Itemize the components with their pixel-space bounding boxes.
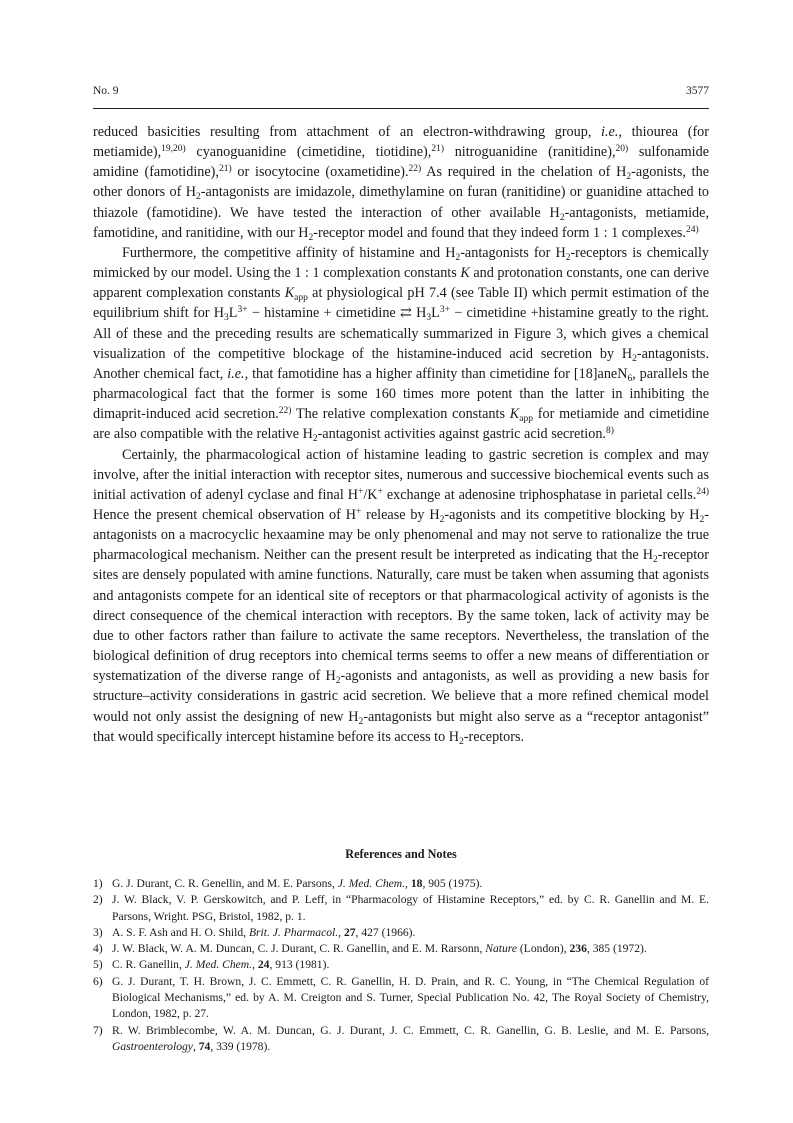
reference-number: 3) bbox=[93, 925, 103, 939]
reference-item bbox=[93, 941, 709, 957]
running-header bbox=[93, 85, 709, 97]
reference-item bbox=[93, 892, 709, 925]
header-rule bbox=[93, 108, 709, 109]
paragraph-2: Furthermore, the competitive affinity of histamine and $H_2$-antagonists for $H_2$-receptors is chemically mimicked by our model. Using the 1 : 1 complexation constants K and protonation constants, one can derive apparent complexation constants $K_{app}$ at physiological pH 7.4 (see Table II) which permit estimation of the equilibrium shift for $H_3L^{3+}$ − histamine + cimetidine ⇄ $H_3L^{3+}$ − cimetidine +histamine greatly to the right. All of these and the preceding results are schematically summarized in Figure 3, which gives a chemical visualization of the competitive blockage of the histamine-induced acid secretion by $H_2$-antagonists. Another chemical fact, i.e., that famotidine has a higher affinity than cimetidine for [18]aneN$_6$, parallels the pharmacological fact that the former is some 160 times more potent than the latter in inhibiting the dimaprit-induced acid secretion.$^{22)}$ The relative complexation constants $K_{app}$ for metiamide and cimetidine are also compatible with the relative $H_2$-antagonist activities against gastric acid secretion.$^{8)}$ bbox=[93, 244, 710, 445]
issue-number: No. 9 bbox=[93, 85, 119, 97]
reference-text: G. J. Durant, T. H. Brown, J. C. Emmett, C. R. Ganellin, H. D. Prain, and R. C. Young, in “The Chemical Regulation of Biological Mechanisms,” ed. by A. M. Creigton and S. Turner, Special Publication No. 42, The Royal Society of Chemistry, London, 1982, p. 27. bbox=[112, 974, 709, 1021]
reference-text: J. W. Black, V. P. Gerskowitch, and P. Leff, in “Pharmacology of Histamine Receptors,” ed. by C. R. Ganellin and M. E. Parsons, Wright. PSG, Bristol, 1982, p. 1. bbox=[112, 893, 709, 923]
page-number: 3577 bbox=[686, 85, 709, 97]
reference-number: 6) bbox=[93, 974, 103, 988]
reference-number: 2) bbox=[93, 893, 103, 907]
reference-text: J. W. Black, W. A. M. Duncan, C. J. Durant, C. R. Ganellin, and E. M. Rarsonn, Nature (London), 236, 385 (1972). bbox=[112, 942, 647, 956]
reference-item bbox=[93, 974, 709, 1023]
reference-item bbox=[93, 876, 709, 892]
reference-number: 1) bbox=[93, 877, 103, 890]
reference-number: 7) bbox=[93, 1023, 103, 1037]
reference-item bbox=[93, 1023, 709, 1056]
reference-number: 5) bbox=[93, 958, 103, 972]
reference-text: A. S. F. Ash and H. O. Shild, Brit. J. Pharmacol., 27, 427 (1966). bbox=[112, 925, 416, 939]
reference-text: G. J. Durant, C. R. Genellin, and M. E. Parsons, J. Med. Chem., 18, 905 (1975). bbox=[112, 877, 483, 890]
reference-text: R. W. Brimblecombe, W. A. M. Duncan, G. J. Durant, J. C. Emmett, C. R. Ganellin, G. B. Leslie, and M. E. Parsons, Gastroenterology, 74, 339 (1978). bbox=[112, 1023, 709, 1053]
body-text bbox=[93, 122, 709, 747]
reference-number: 4) bbox=[93, 942, 103, 956]
reference-item bbox=[93, 957, 709, 973]
references-heading: References and Notes bbox=[345, 847, 457, 861]
reference-item bbox=[93, 925, 709, 941]
paragraph-3: Certainly, the pharmacological action of histamine leading to gastric secretion is complex and may involve, after the initial interaction with receptor sites, numerous and successive biochemical events such as initial activation of adenyl cyclase and final H+/K+ exchange at adenosine triphosphatase in parietal cells.$^{24)}$ Hence the present chemical observation of H+ release by $H_2$-agonists and its competitive blocking by $H_2$-antagonists on a macrocyclic hexaamine may be only phenomenal and may not serve to rationalize the true pharmacological mechanism. Neither can the present result be interpreted as indicating that the $H_2$-receptor sites are densely populated with amine functions. Naturally, care must be taken when assuming that agonists and antagonists compete for an identical site of receptors or that pharmacological activity of agonists is the direct consequence of the chemical interaction with receptors. By the same token, lack of activity may be due to other factors rather than failure to activate the same receptors. Nevertheless, the translation of the biological definition of drug receptors into chemical terms seems to offer a new means of differentiation or systematization of the diverse range of $H_2$-agonists and antagonists, as well as providing a new basis for structure–activity considerations in gastric acid secretion. We believe that a more refined chemical model would not only assist the designing of new $H_2$-antagonists but might also serve as a “receptor antagonist” that would specifically intercept histamine before its access to $H_2$-receptors. bbox=[93, 446, 710, 747]
references-list bbox=[93, 876, 709, 1055]
reference-text: C. R. Ganellin, J. Med. Chem., 24, 913 (1981). bbox=[112, 958, 330, 972]
paragraph-1: reduced basicities resulting from attachment of an electron-withdrawing group, i.e., thiourea (for metiamide),$^{19,20)}$ cyanoguanidine (cimetidine, tiotidine),$^{21)}$ nitroguanidine (ranitidine),$^{20)}$ sulfonamide amidine (famotidine),$^{21)}$ or isocytocine (oxametidine).$^{22)}$ As required in the chelation of $H_2$-agonists, the other donors of $H_2$-antagonists are imidazole, dimethylamine on furan (ranitidine) or guanidine attached to thiazole (famotidine). We have tested the interaction of other available $H_2$-antagonists, metiamide, famotidine, and ranitidine, with our $H_2$-receptor model and found that they indeed form 1 : 1 complexes.$^{24)}$ bbox=[93, 124, 709, 243]
